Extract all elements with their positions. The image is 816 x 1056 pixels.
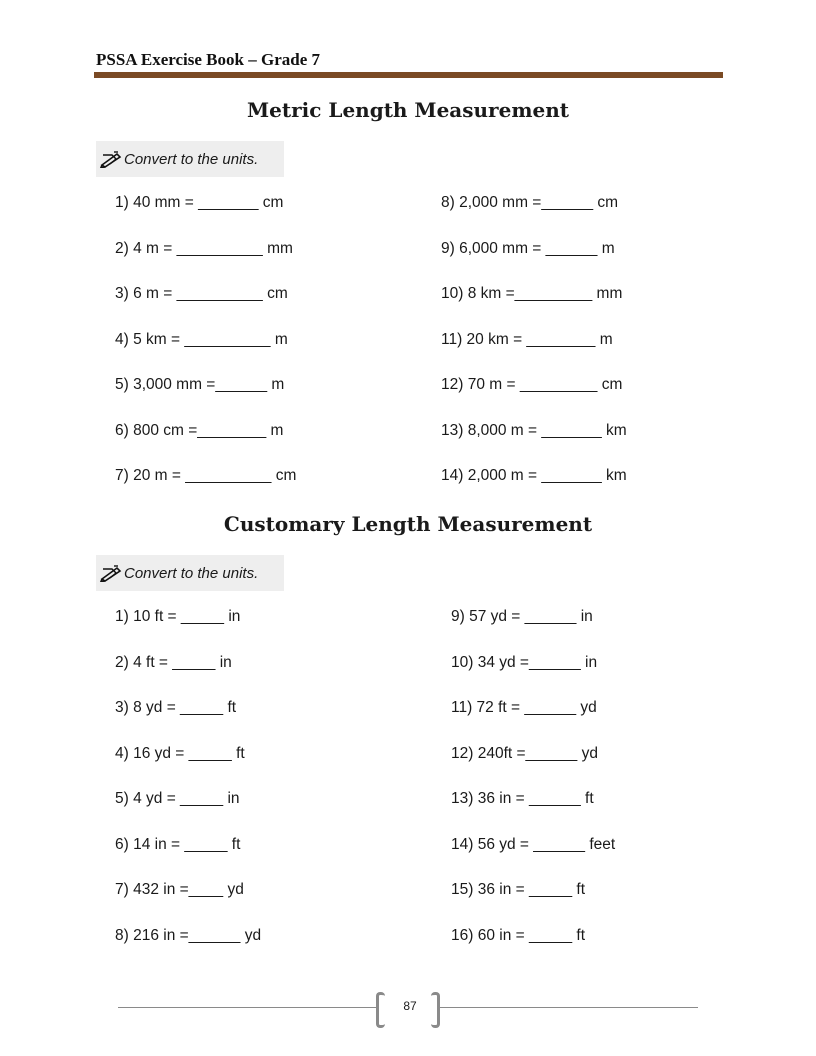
customary-instruction <box>96 555 284 591</box>
problem-item: 6) 800 cm =________ m <box>115 421 284 439</box>
problem-item: 3) 6 m = __________ cm <box>115 285 288 302</box>
problem-item: 1) 40 mm = _______ cm <box>115 194 284 211</box>
problem-item: 11) 20 km = ________ m <box>441 330 613 348</box>
header-rule <box>94 72 723 78</box>
problem-item: 9) 6,000 mm = ______ m <box>441 239 615 257</box>
footer-bracket-left <box>376 992 385 1028</box>
problem-item: 15) 36 in = _____ ft <box>451 881 586 898</box>
footer-rule-left <box>118 1007 376 1008</box>
problem-item: 2) 4 m = __________ mm <box>115 239 293 257</box>
problem-item: 5) 4 yd = _____ in <box>115 790 240 807</box>
page-number: 87 <box>403 999 417 1013</box>
problem-item: 2) 4 ft = _____ in <box>115 653 232 671</box>
problem-item: 14) 56 yd = ______ feet <box>451 835 616 853</box>
problem-item: 14) 2,000 m = _______ km <box>441 467 627 484</box>
problem-item: 1) 10 ft = _____ in <box>115 608 241 625</box>
metric-instruction-text: Convert to the units. <box>124 150 259 168</box>
header-title: PSSA Exercise Book – Grade 7 <box>96 50 320 69</box>
problem-item: 4) 5 km = __________ m <box>115 330 288 348</box>
problem-item: 13) 8,000 m = _______ km <box>441 421 627 439</box>
problem-item: 7) 20 m = __________ cm <box>115 467 297 484</box>
problem-item: 12) 70 m = _________ cm <box>441 376 623 393</box>
pencil-icon <box>100 564 122 582</box>
problem-item: 10) 8 km =_________ mm <box>441 285 623 302</box>
problem-item: 6) 14 in = _____ ft <box>115 835 241 853</box>
metric-instruction <box>96 141 284 177</box>
problem-item: 9) 57 yd = ______ in <box>451 608 593 625</box>
pencil-icon <box>100 150 122 168</box>
problem-item: 12) 240ft =______ yd <box>451 744 598 762</box>
problem-item: 3) 8 yd = _____ ft <box>115 699 237 716</box>
metric-section-title: Metric Length Measurement <box>247 98 569 122</box>
problem-item: 5) 3,000 mm =______ m <box>115 376 285 393</box>
problem-item: 16) 60 in = _____ ft <box>451 926 586 944</box>
problem-item: 11) 72 ft = ______ yd <box>451 699 597 716</box>
problem-item: 7) 432 in =____ yd <box>115 881 244 898</box>
problem-item: 8) 216 in =______ yd <box>115 926 262 944</box>
customary-section-title: Customary Length Measurement <box>223 512 593 536</box>
problem-item: 10) 34 yd =______ in <box>451 653 598 671</box>
customary-instruction-text: Convert to the units. <box>124 564 259 582</box>
problem-item: 4) 16 yd = _____ ft <box>115 744 245 762</box>
problem-item: 13) 36 in = ______ ft <box>451 790 594 807</box>
footer-rule-right <box>440 1007 698 1008</box>
problem-item: 8) 2,000 mm =______ cm <box>441 194 619 211</box>
footer-bracket-right <box>431 992 440 1028</box>
